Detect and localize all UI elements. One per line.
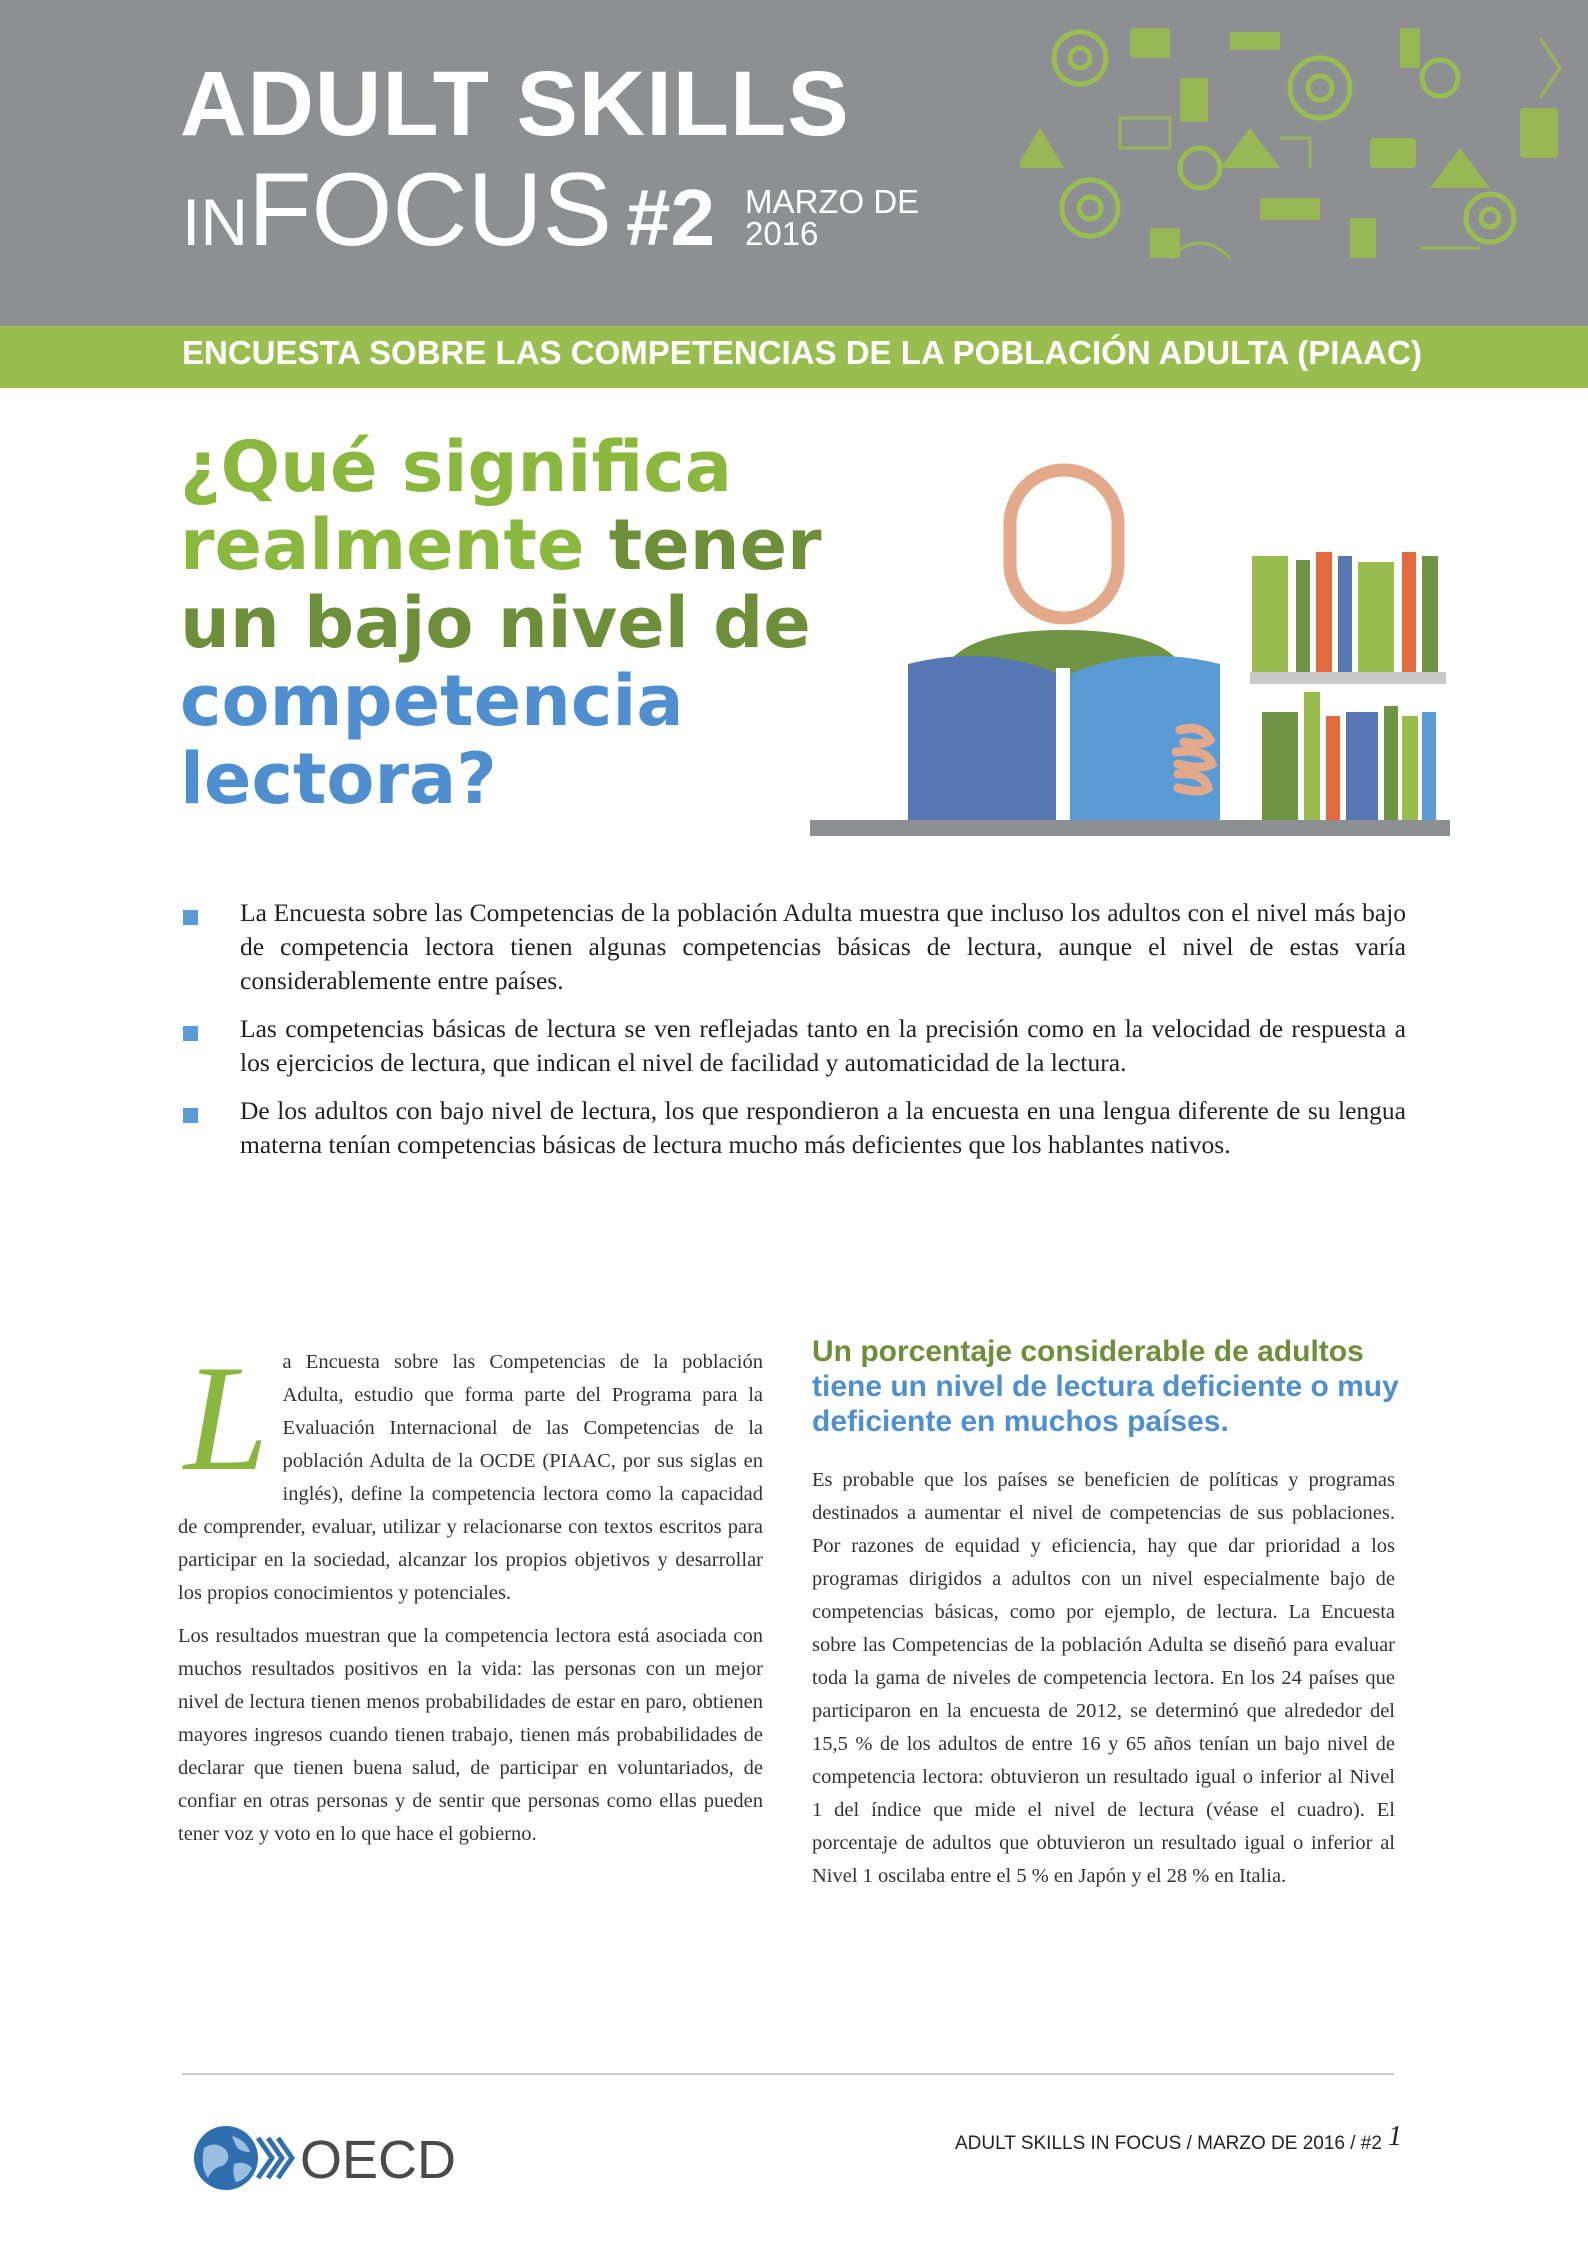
subheading-blue: tiene un nivel de lectura deficiente o muy deficiente en muchos países. <box>812 1370 1399 1438</box>
reading-person-bookshelf-icon <box>810 460 1450 838</box>
key-finding-text: Las competencias básicas de lectura se ven reflejadas tanto en la precisión como en la velocidad de respuesta a los ejercicios de lectura, que indican el nivel de facilidad y automaticidad de la lectura. <box>240 1014 1406 1077</box>
key-findings-list <box>180 896 1406 1176</box>
running-footer: ADULT SKILLS IN FOCUS / MARZO DE 2016 / #2 <box>955 2133 1382 2154</box>
masthead-in: IN <box>182 185 248 259</box>
masthead <box>0 0 1588 326</box>
key-finding <box>180 896 1406 998</box>
headline-part: un bajo nivel de <box>180 582 811 664</box>
left-column <box>178 1334 763 1861</box>
policy-paragraph: Es probable que los países se beneficien de políticas y programas destinados a aumentar el nivel de competencias de sus poblaciones. Por razones de equidad y eficiencia, hay que dar prioridad a los programas dirigidos a adultos con un nivel especialmente bajo de competencias básicas, como por ejemplo, de lectura. La Encuesta sobre las Competencias de la población Adulta se diseñó para evaluar toda la gama de niveles de competencia lectora. En los 24 países que participaron en la encuesta de 2012, se determinó que alrededor del 15,5 % de los adultos de entre 16 y 65 años tenían un bajo nivel de competencia lectora: obtuvieron un resultado igual o inferior al Nivel 1 del índice que mide el nivel de lectura (véase el cuadro). El porcentaje de adultos que obtuvieron un resultado igual o inferior al Nivel 1 oscilaba entre el 5 % en Japón y el 28 % en Italia. <box>812 1469 1395 1887</box>
results-paragraph: Los resultados muestran que la competencia lectora está asociada con muchos resultados positivos en la vida: las personas con un mejor nivel de lectura tienen menos probabilidades de estar en paro, obtienen mayores ingresos cuando tienen trabajo, tienen más probabilidades de declarar que tienen buena salud, de participar en voluntariados, de confiar en otras personas y de sentir que personas como ellas pueden tener voz y voto en lo que hace el gobierno. <box>178 1625 763 1845</box>
section-subheading <box>812 1334 1432 1439</box>
survey-band <box>0 326 1588 388</box>
headline-line-1 <box>180 428 880 506</box>
headline-line-3 <box>180 584 880 662</box>
right-column <box>812 1464 1395 1903</box>
key-finding-text: La Encuesta sobre las Competencias de la población Adulta muestra que incluso los adultos con el nivel más bajo de competencia lectora tienen algunas competencias básicas de lectura, aunque el nivel de estas varía considerablemente entre países. <box>240 898 1406 995</box>
key-finding <box>180 1094 1406 1162</box>
issue-date: MARZO DE 2016 <box>745 183 920 252</box>
headline-line-4 <box>180 662 880 740</box>
intro-paragraph <box>178 1334 763 1610</box>
square-bullet-icon <box>183 910 198 925</box>
headline <box>180 428 880 818</box>
intro-paragraph-text: a Encuesta sobre las Competencias de la población Adulta, estudio que forma parte del Programa para la Evaluación Internacional de las Competencias de la población Adulta de la OCDE (PIAAC, por sus siglas en inglés), define la competencia lectora como la capacidad de comprender, evaluar, utilizar y relacionarse con textos escritos para participar en la sociedad, alcanzar los propios objetivos y desarrollar los propios conocimientos y potenciales. <box>178 1351 763 1604</box>
key-finding <box>180 1012 1406 1080</box>
footer-divider <box>182 2073 1394 2075</box>
page-number: 1 <box>1388 2121 1402 2152</box>
masthead-focus: FOCUS <box>248 152 612 268</box>
oecd-logo-text: OECD <box>300 2130 457 2190</box>
drop-cap: L <box>184 1334 269 1502</box>
issue-number: #2 <box>626 173 715 262</box>
square-bullet-icon <box>183 1026 198 1041</box>
square-bullet-icon <box>183 1108 198 1123</box>
headline-part: lectora? <box>180 738 497 820</box>
masthead-title-line1: ADULT SKILLS <box>180 53 850 155</box>
headline-part: competencia <box>180 660 684 742</box>
key-finding-text: De los adultos con bajo nivel de lectura, los que respondieron a la encuesta en una lengua diferente de su lengua materna tenían competencias básicas de lectura mucho más deficientes que los hablantes nativos. <box>240 1096 1406 1159</box>
headline-part: ¿Qué significa <box>180 426 733 508</box>
subheading-green: Un porcentaje considerable de adultos <box>812 1335 1364 1368</box>
masthead-title-line2 <box>182 152 715 268</box>
headline-part: tener <box>608 504 822 586</box>
survey-band-text: ENCUESTA SOBRE LAS COMPETENCIAS DE LA POBLACIÓN ADULTA (PIAAC) <box>182 334 1422 371</box>
skills-icons-pattern <box>1020 18 1580 276</box>
headline-line-2 <box>180 506 880 584</box>
headline-line-5 <box>180 740 880 818</box>
headline-part: realmente <box>180 504 585 586</box>
oecd-logo <box>188 2118 478 2198</box>
